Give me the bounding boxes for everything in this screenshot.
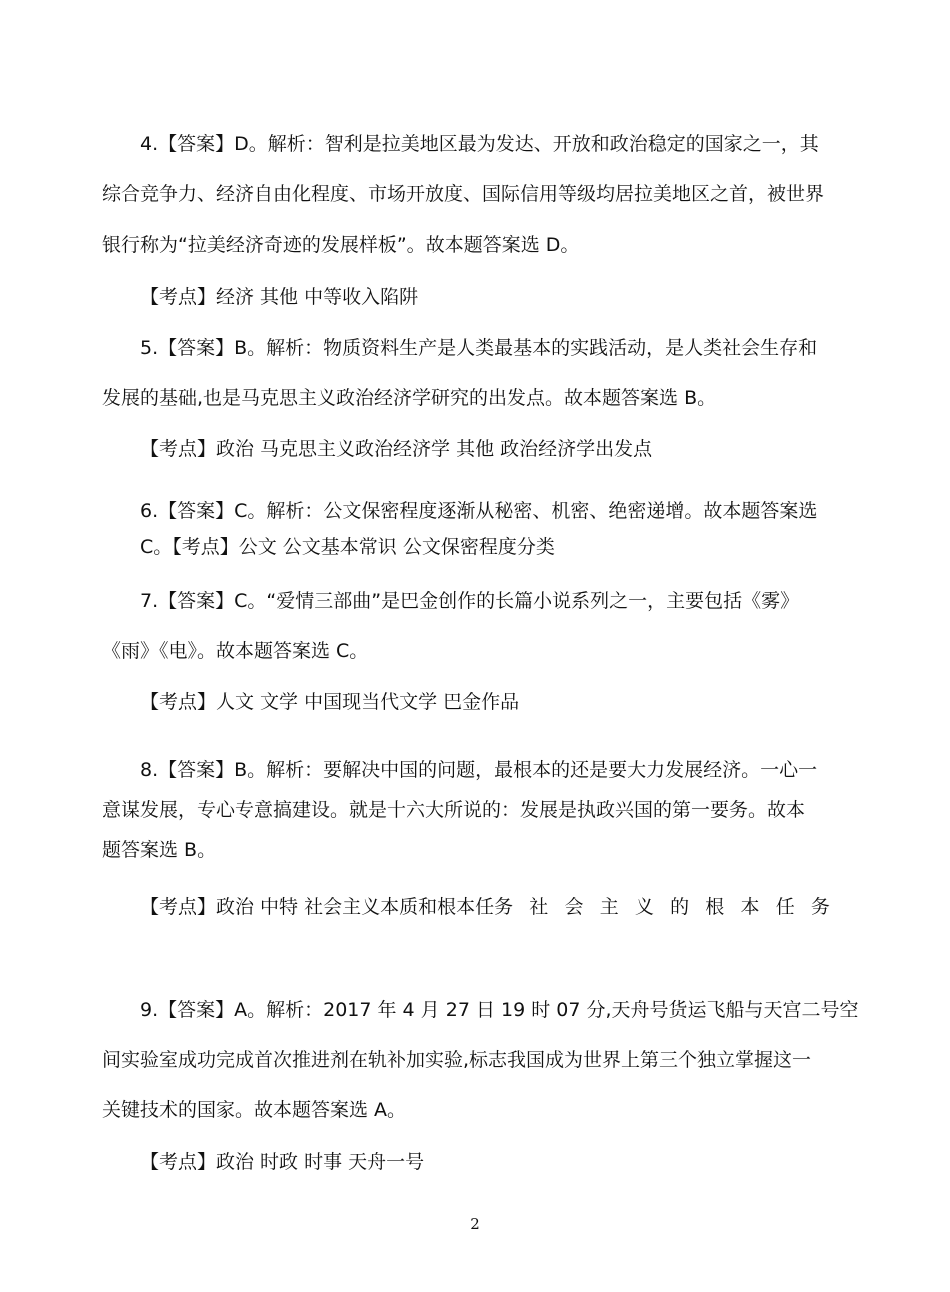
answer-9-line-3: 关键技术的国家。故本题答案选 A。	[102, 1099, 407, 1121]
kaodian-8-char: 根	[705, 896, 725, 918]
answer-8-line-2: 意谋发展，专心专意搞建设。就是十六大所说的：发展是执政兴国的第一要务。故本	[102, 799, 806, 821]
answer-8-line-1: 8.【答案】B。解析：要解决中国的问题，最根本的还是要大力发展经济。一心一	[140, 759, 818, 781]
kaodian-8-main: 【考点】政治 中特 社会主义本质和根本任务	[140, 896, 514, 918]
answer-4-line-3: 银行称为“拉美经济奇迹的发展样板”。故本题答案选 D。	[102, 234, 580, 256]
answer-7-line-1: 7.【答案】C。“爱情三部曲”是巴金创作的长篇小说系列之一，主要包括《雾》	[140, 590, 800, 612]
kaodian-8-char: 任	[775, 896, 795, 918]
kaodian-8-char: 本	[740, 896, 760, 918]
kaodian-5: 【考点】政治 马克思主义政治经济学 其他 政治经济学出发点	[140, 438, 653, 460]
answer-4-line-1: 4.【答案】D。解析：智利是拉美地区最为发达、开放和政治稳定的国家之一，其	[140, 133, 819, 155]
answer-5-line-1: 5.【答案】B。解析：物质资料生产是人类最基本的实践活动，是人类社会生存和	[140, 337, 818, 359]
answer-9-line-2: 间实验室成功完成首次推进剂在轨补加实验,标志我国成为世界上第三个独立掌握这一	[102, 1049, 812, 1071]
kaodian-8-char: 主	[599, 896, 619, 918]
answer-7-line-2: 《雨》《电》。故本题答案选 C。	[102, 640, 369, 662]
kaodian-8-char: 社	[529, 896, 549, 918]
answer-8-line-3: 题答案选 B。	[102, 839, 217, 861]
kaodian-4: 【考点】经济 其他 中等收入陷阱	[140, 286, 419, 308]
kaodian-7: 【考点】人文 文学 中国现当代文学 巴金作品	[140, 691, 520, 713]
kaodian-8	[140, 895, 830, 919]
answer-6-line-2: C。【考点】公文 公文基本常识 公文保密程度分类	[140, 536, 555, 558]
kaodian-8-char: 务	[810, 896, 830, 918]
answer-5-line-2: 发展的基础,也是马克思主义政治经济学研究的出发点。故本题答案选 B。	[102, 387, 717, 409]
kaodian-9: 【考点】政治 时政 时事 天舟一号	[140, 1151, 425, 1173]
answer-9-line-1: 9.【答案】A。解析：2017 年 4 月 27 日 19 时 07 分,天舟号货运飞船与天宫二号空	[140, 999, 859, 1021]
page-number: 2	[470, 1215, 480, 1233]
kaodian-8-char: 的	[670, 896, 690, 918]
answer-4-line-2: 综合竞争力、经济自由化程度、市场开放度、国际信用等级均居拉美地区之首，被世界	[102, 183, 825, 205]
kaodian-8-char: 义	[634, 896, 654, 918]
answer-6-line-1: 6.【答案】C。解析：公文保密程度逐渐从秘密、机密、绝密递增。故本题答案选	[140, 500, 818, 522]
kaodian-8-char: 会	[564, 896, 584, 918]
